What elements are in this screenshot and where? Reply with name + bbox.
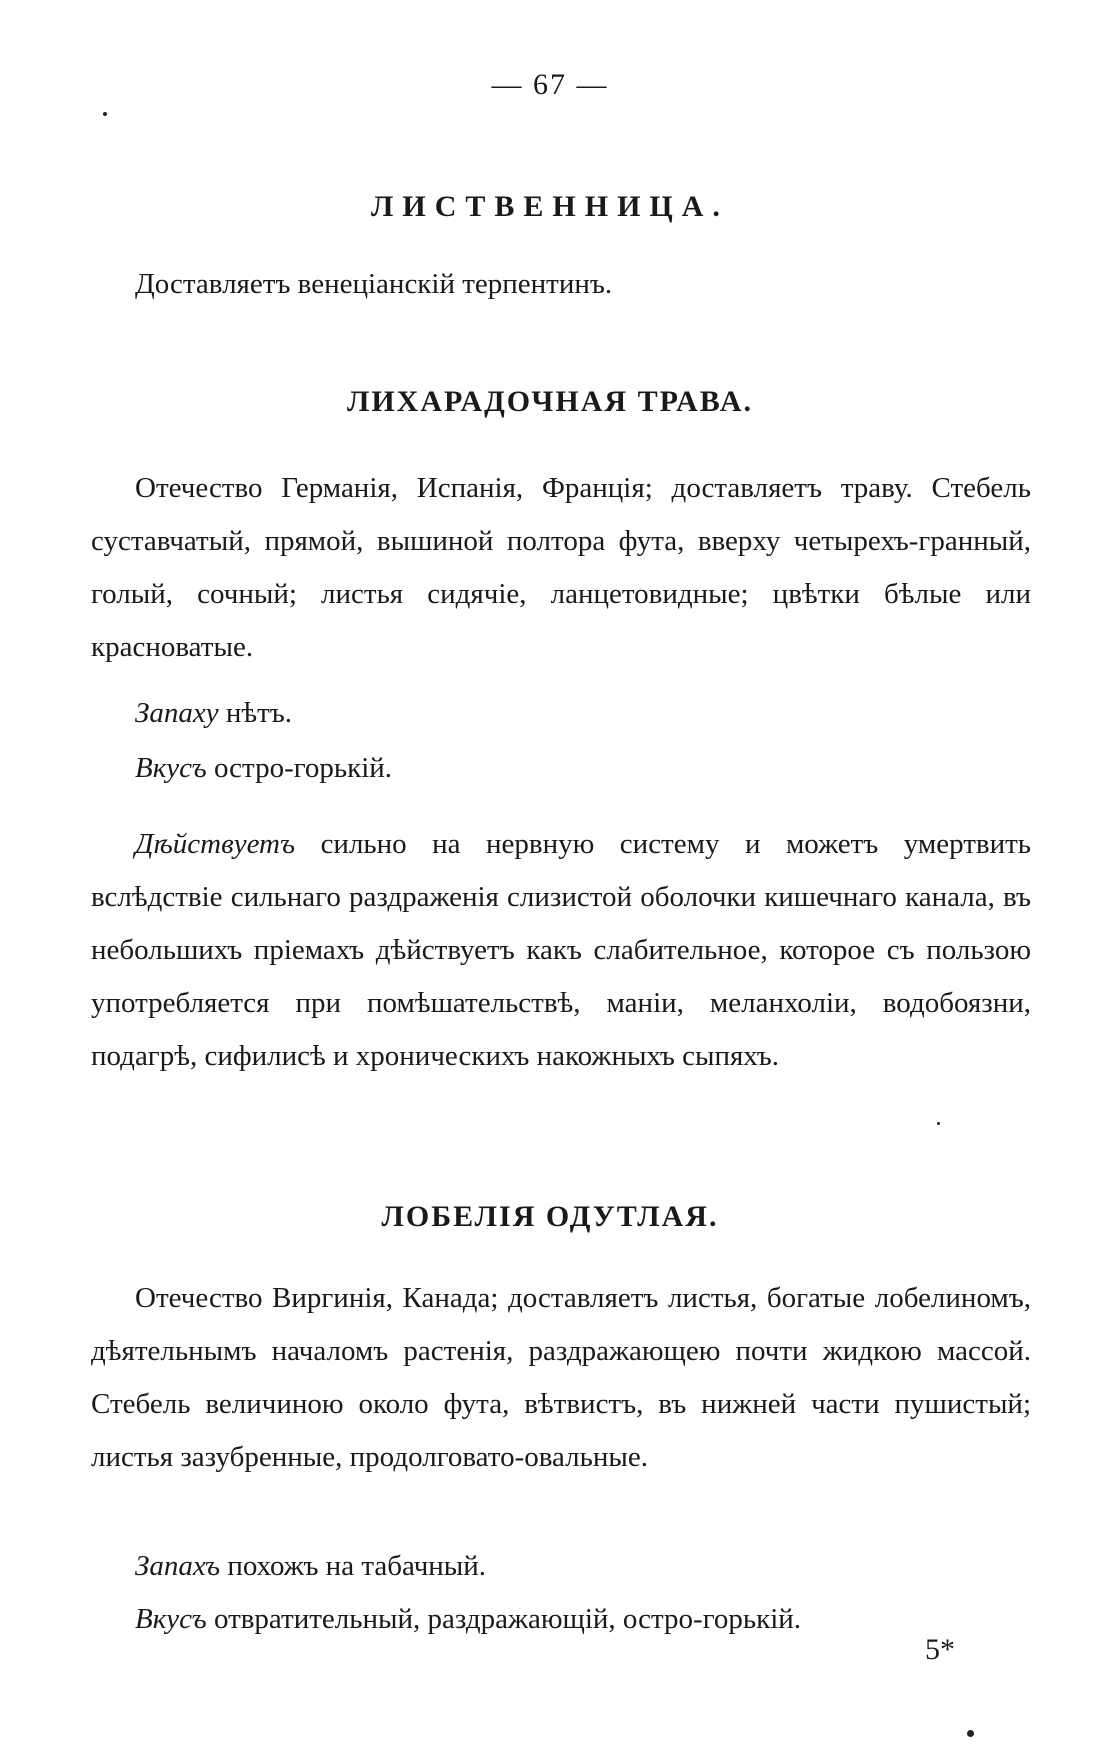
section-title-larch: ЛИСТВЕННИЦА. — [371, 190, 729, 223]
taste-text: остро-горькій. — [213, 752, 393, 784]
signature-mark: 5* — [925, 1633, 955, 1666]
taste-line-fever-herb — [135, 752, 392, 785]
smell-text: похожъ на табачный. — [227, 1550, 487, 1582]
section-body-lobelia: Отечество Виргинія, Канада; доставляетъ листья, богатые лобелиномъ, дѣятельнымъ началомъ растенія, раздражающею почти жидкою массой. Стебель величиною около фута, вѣтвистъ, въ нижней части пушистый; листья зазубренные, продолговато-овальные. — [91, 1282, 1031, 1473]
smell-label: Запахъ — [135, 1550, 221, 1582]
taste-label: Вкусъ — [135, 1603, 207, 1635]
smell-label: Запаху — [135, 697, 219, 729]
section-body-fever-herb: Отечество Германія, Испанія, Франція; доставляетъ траву. Стебель суставчатый, прямой, вышиной полтора фута, вверху четырехъ-гранный, голый, сочный; листья сидячіе, ланцетовидные; цвѣтки бѣлые или красноватые. — [91, 472, 1031, 663]
smell-line-lobelia — [135, 1550, 486, 1583]
section-title-fever-herb: ЛИХАРАДОЧНАЯ ТРАВА. — [346, 385, 754, 418]
scan-speck — [103, 112, 107, 116]
section-title-lobelia: ЛОБЕЛІЯ ОДУТЛАЯ. — [381, 1200, 719, 1233]
smell-line-fever-herb — [135, 697, 292, 730]
action-paragraph-fever-herb — [91, 818, 1031, 1083]
smell-text: нѣтъ. — [225, 697, 293, 729]
taste-text: отвратительный, раздражающій, остро-горькій. — [213, 1603, 802, 1635]
action-text: сильно на нервную систему и можетъ умертвить вслѣдствіе сильнаго раздраженія слизистой оболочки кишечнаго канала, въ небольшихъ пріемахъ дѣйствуетъ какъ слабительное, которое съ пользою употребляется при помѣшательствѣ, маніи, меланхоліи, водобоязни, подагрѣ, сифилисѣ и хроническихъ накожныхъ сыпяхъ. — [91, 828, 1032, 1072]
taste-line-lobelia — [135, 1603, 801, 1636]
section-body-larch: Доставляетъ венеціанскій терпентинъ. — [135, 268, 613, 300]
scan-speck — [937, 1122, 940, 1125]
scan-speck — [967, 1730, 974, 1737]
page-number: — 67 — — [491, 68, 609, 101]
action-label: Дѣйствуетъ — [135, 828, 296, 860]
taste-label: Вкусъ — [135, 752, 207, 784]
